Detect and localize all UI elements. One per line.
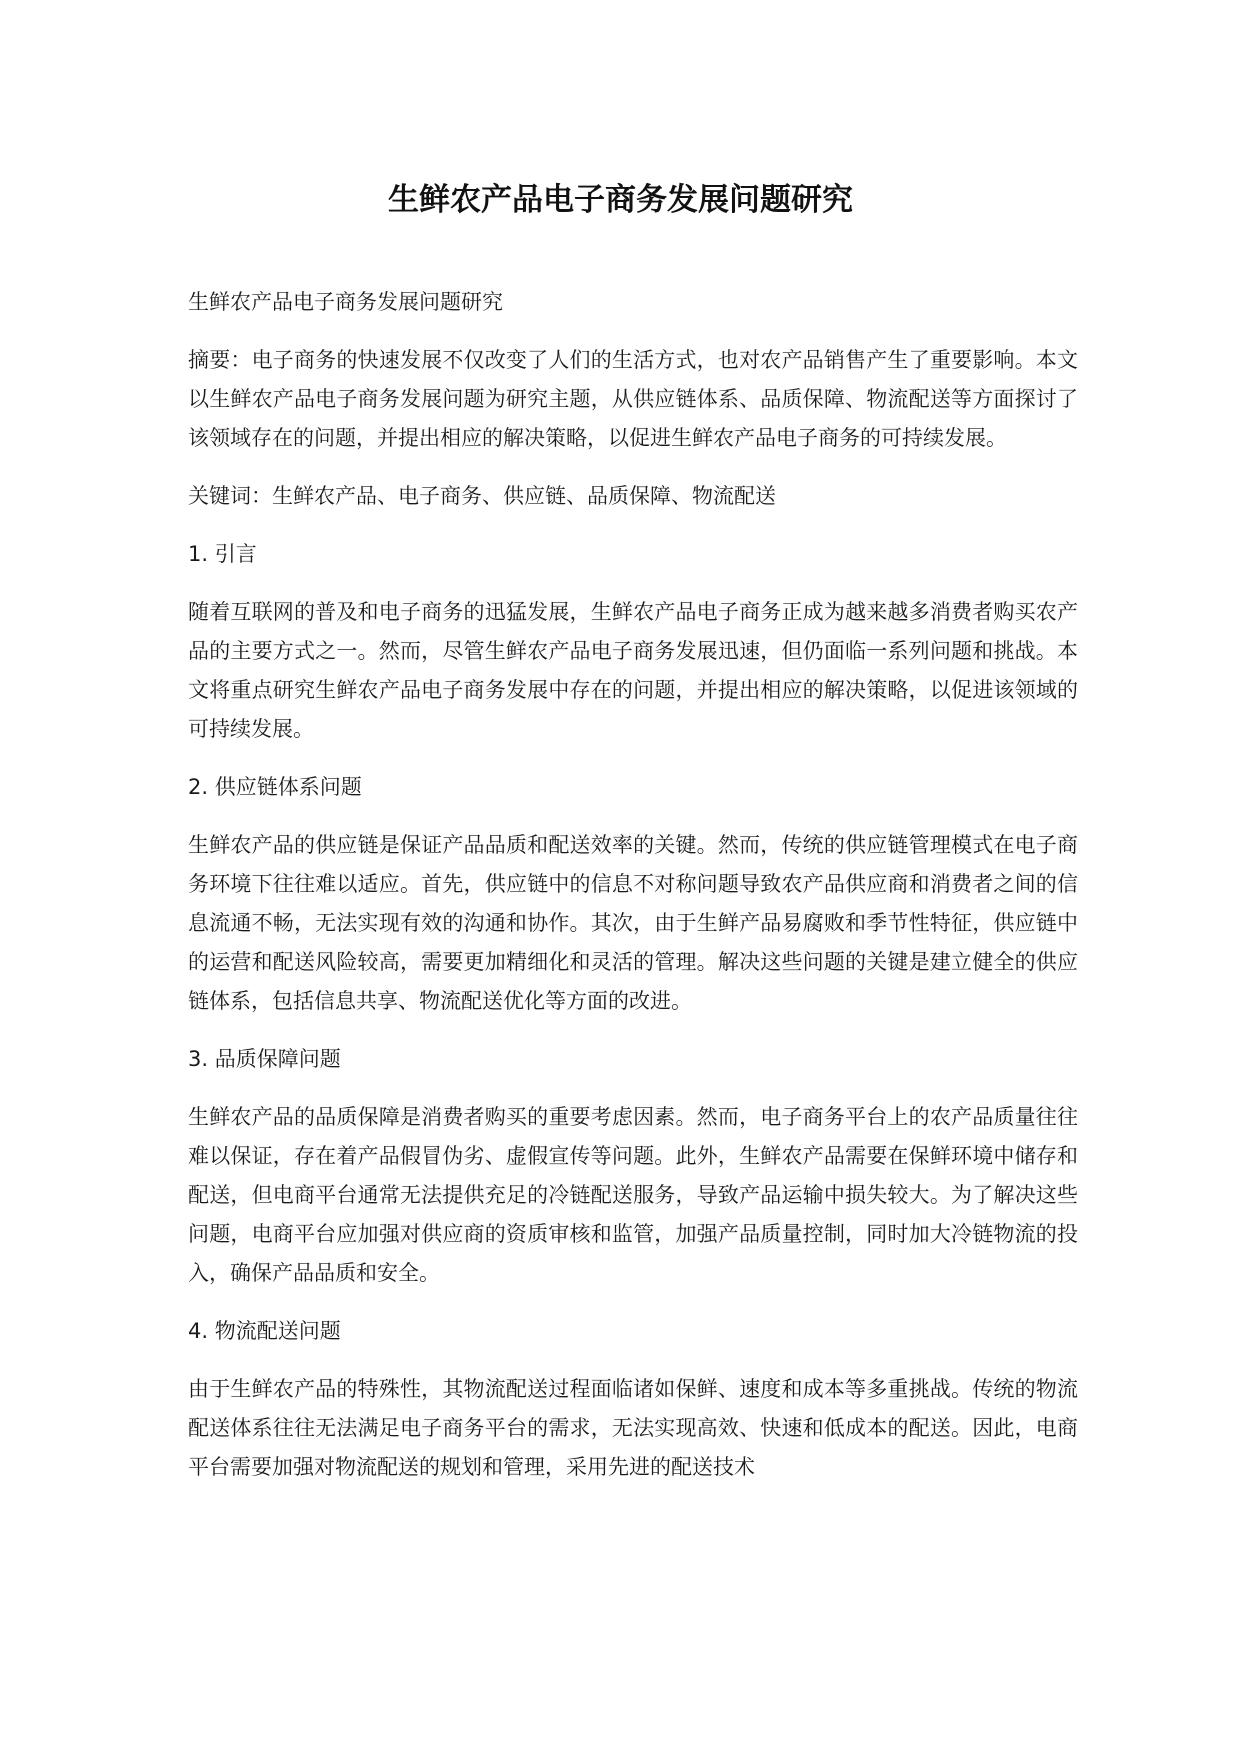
abstract: 摘要：电子商务的快速发展不仅改变了人们的生活方式，也对农产品销售产生了重要影响。本文以生鲜农产品电子商务发展问题为研究主题，从供应链体系、品质保障、物流配送等方面探讨了该领域存在的问题，并提出相应的解决策略，以促进生鲜农产品电子商务的可持续发展。: [188, 348, 1078, 450]
section-body-supply-chain: 生鲜农产品的供应链是保证产品品质和配送效率的关键。然而，传统的供应链管理模式在电子商务环境下往往难以适应。首先，供应链中的信息不对称问题导致农产品供应商和消费者之间的信息流通不畅，无法实现有效的沟通和协作。其次，由于生鲜产品易腐败和季节性特征，供应链中的运营和配送风险较高，需要更加精细化和灵活的管理。解决这些问题的关键是建立健全的供应链体系，包括信息共享、物流配送优化等方面的改进。: [188, 833, 1078, 1013]
section-body-introduction: 随着互联网的普及和电子商务的迅猛发展，生鲜农产品电子商务正成为越来越多消费者购买农产品的主要方式之一。然而，尽管生鲜农产品电子商务发展迅速，但仍面临一系列问题和挑战。本文将重点研究生鲜农产品电子商务发展中存在的问题，并提出相应的解决策略，以促进该领域的可持续发展。: [188, 600, 1078, 741]
keywords: 关键词：生鲜农产品、电子商务、供应链、品质保障、物流配送: [188, 484, 776, 508]
section-heading-logistics: 4. 物流配送问题: [188, 1319, 341, 1343]
section-body-logistics: 由于生鲜农产品的特殊性，其物流配送过程面临诸如保鲜、速度和成本等多重挑战。传统的物流配送体系往往无法满足电子商务平台的需求，无法实现高效、快速和低成本的配送。因此，电商平台需要加强对物流配送的规划和管理，采用先进的配送技术: [188, 1377, 1078, 1479]
section-heading-introduction: 1. 引言: [188, 542, 257, 566]
document-body: [188, 283, 1078, 1506]
section-body-quality: 生鲜农产品的品质保障是消费者购买的重要考虑因素。然而，电子商务平台上的农产品质量往往难以保证，存在着产品假冒伪劣、虚假宣传等问题。此外，生鲜农产品需要在保鲜环境中储存和配送，但电商平台通常无法提供充足的冷链配送服务，导致产品运输中损失较大。为了解决这些问题，电商平台应加强对供应商的资质审核和监管，加强产品质量控制，同时加大冷链物流的投入，确保产品品质和安全。: [188, 1105, 1078, 1285]
section-heading-quality: 3. 品质保障问题: [188, 1047, 341, 1071]
document-title: 生鲜农产品电子商务发展问题研究: [388, 182, 853, 218]
section-heading-supply-chain: 2. 供应链体系问题: [188, 775, 362, 799]
subtitle: 生鲜农产品电子商务发展问题研究: [188, 290, 503, 314]
